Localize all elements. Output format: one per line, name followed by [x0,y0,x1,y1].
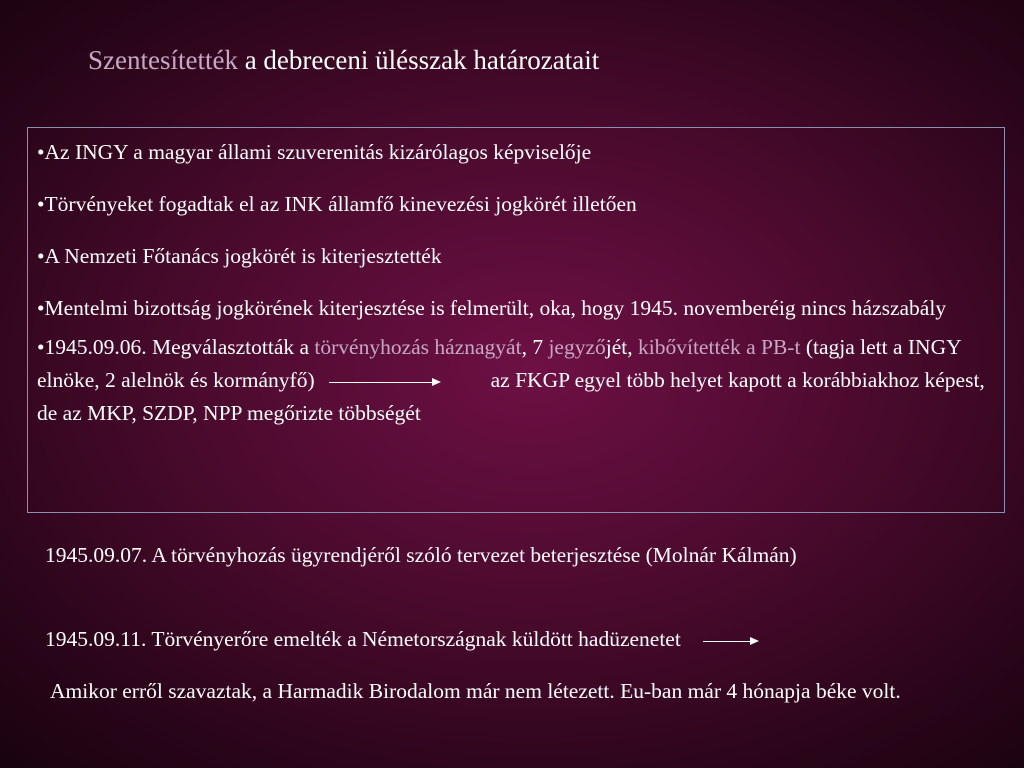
bullet-3: •A Nemzeti Főtanács jogkörét is kiterjesztették [37,244,442,268]
bullet-2: •Törvényeket fogadtak el az INK államfő kinevezési jogkörét illetően [37,192,637,216]
title-accent: Szentesítették [88,45,238,75]
bullet-5-accent-3: kibővítették a PB-t [638,335,801,359]
bullet-5-part-2: , 7 [521,335,549,359]
title-rest: a debreceni ülésszak határozatait [237,45,600,75]
slide-title [88,42,599,78]
bullet-1: •Az INGY a magyar állami szuverenitás kizárólagos képviselője [37,140,592,164]
paragraph-3: Amikor erről szavaztak, a Harmadik Birodalom már nem létezett. Eu-ban már 4 hónapja béke volt. [50,679,901,703]
bullet-5-part-5: az FKGP egyel több helyet kapott a korábbiakhoz képest, de az MKP, SZDP, NPP megőrizte többségét [37,368,985,425]
paragraph-2-text: 1945.09.11. Törvényerőre emelték a Németországnak küldött hadüzenetet [45,627,681,651]
bullet-5-part-1: •1945.09.06. Megválasztották a [37,335,315,359]
bullet-5-accent-1: törvényhozás háznagyát [314,335,522,359]
bullet-box [27,127,1005,513]
bullet-5-part-3: jét, [605,335,639,359]
right-arrow-icon [703,636,759,646]
right-arrow-icon [329,377,441,387]
paragraph-1: 1945.09.07. A törvényhozás ügyrendjéről szóló tervezet beterjesztése (Molnár Kálmán) [45,543,797,567]
bullet-5 [37,331,996,430]
bullet-5-part-4: (tagja lett a INGY elnöke, 2 alelnök és kormányfő) [37,335,961,392]
bullet-4: •Mentelmi bizottság jogkörének kiterjesztése is felmerült, oka, hogy 1945. novemberéig nincs házszabály [37,296,947,320]
bullet-5-accent-2: jegyző [548,335,606,359]
paragraph-2 [45,623,985,656]
